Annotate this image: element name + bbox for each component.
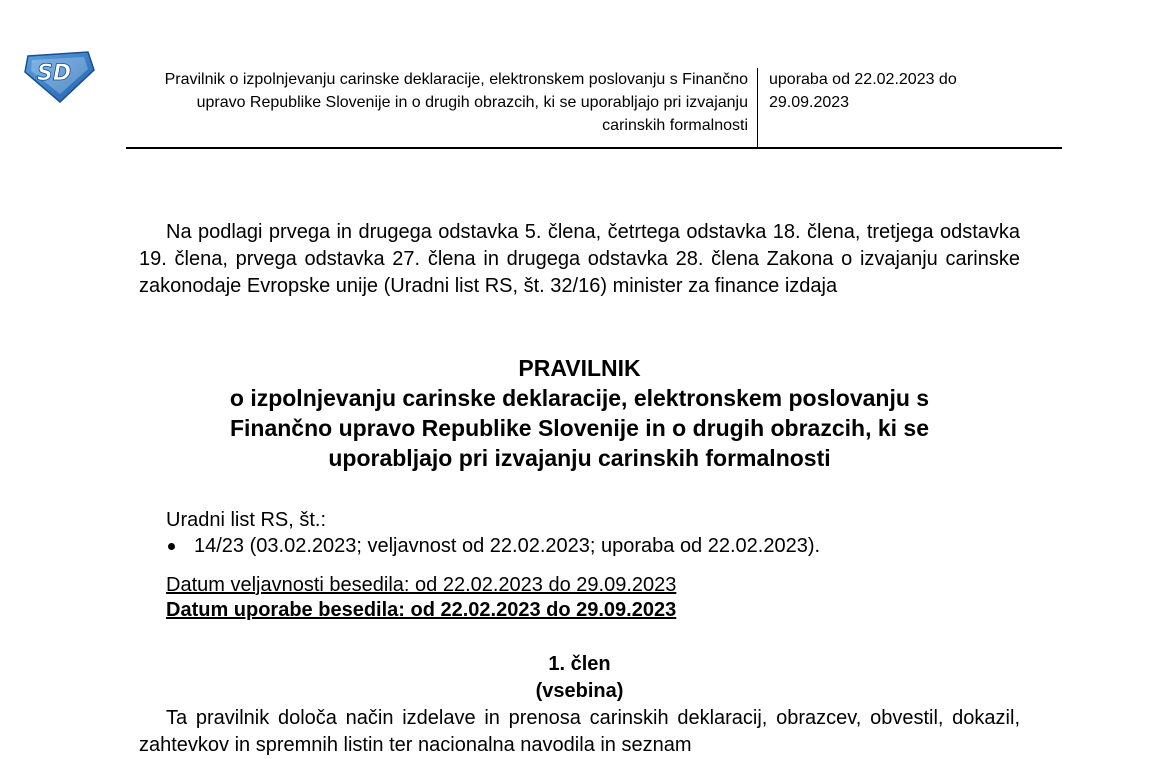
fu-rs-logo-icon: [22, 48, 96, 104]
svg-text:SD: SD: [37, 61, 72, 86]
gazette-label: Uradni list RS, št.:: [166, 509, 327, 531]
gazette-entry-text: 14/23 (03.02.2023; veljavnost od 22.02.2023; uporaba od 22.02.2023).: [194, 535, 821, 557]
title-line-4: uporabljajo pri izvajanju carinskih formalnosti: [328, 445, 831, 471]
header-divider-horizontal: [126, 147, 1062, 149]
bullet-dot-icon: [168, 543, 175, 550]
header-divider-vertical: [757, 68, 758, 147]
header-validity-period: uporaba od 22.02.2023 do 29.09.2023: [769, 71, 957, 111]
application-date-line: Datum uporabe besedila: od 22.02.2023 do 29.09.2023: [166, 599, 677, 621]
article-number: 1. člen: [548, 653, 611, 675]
validity-date-line: Datum veljavnosti besedila: od 22.02.2023 do 29.09.2023: [166, 574, 677, 596]
header-document-title: Pravilnik o izpolnjevanju carinske deklaracije, elektronskem poslovanju s Finančno upravo Republike Slovenije in o drugih obrazcih, ki se uporabljajo pri izvajanju carinskih formalnosti: [164, 71, 748, 134]
article-body-text: Ta pravilnik določa način izdelave in prenosa carinskih deklaracij, obrazcev, obvestil, dokazil, zahtevkov in spremnih listin ter nacionalna navodila in seznam: [139, 707, 1020, 756]
article-heading: (vsebina): [535, 680, 624, 702]
gazette-list-item: [166, 533, 820, 559]
gazette-list: [166, 533, 820, 559]
preamble-paragraph: Na podlagi prvega in drugega odstavka 5. člena, četrtega odstavka 18. člena, tretjega odstavka 19. člena, prvega odstavka 27. člena in drugega odstavka 28. člena Zakona o izvajanju carinske zakonodaje Evropske unije (Uradni list RS, št. 32/16) minister za finance izdaja: [139, 221, 1020, 297]
title-line-3: Finančno upravo Republike Slovenije in o drugih obrazcih, ki se: [229, 415, 930, 441]
title-line-1: PRAVILNIK: [518, 355, 641, 381]
title-line-2: o izpolnjevanju carinske deklaracije, elektronskem poslovanju s: [229, 385, 930, 411]
document-title-block: [139, 353, 1020, 473]
